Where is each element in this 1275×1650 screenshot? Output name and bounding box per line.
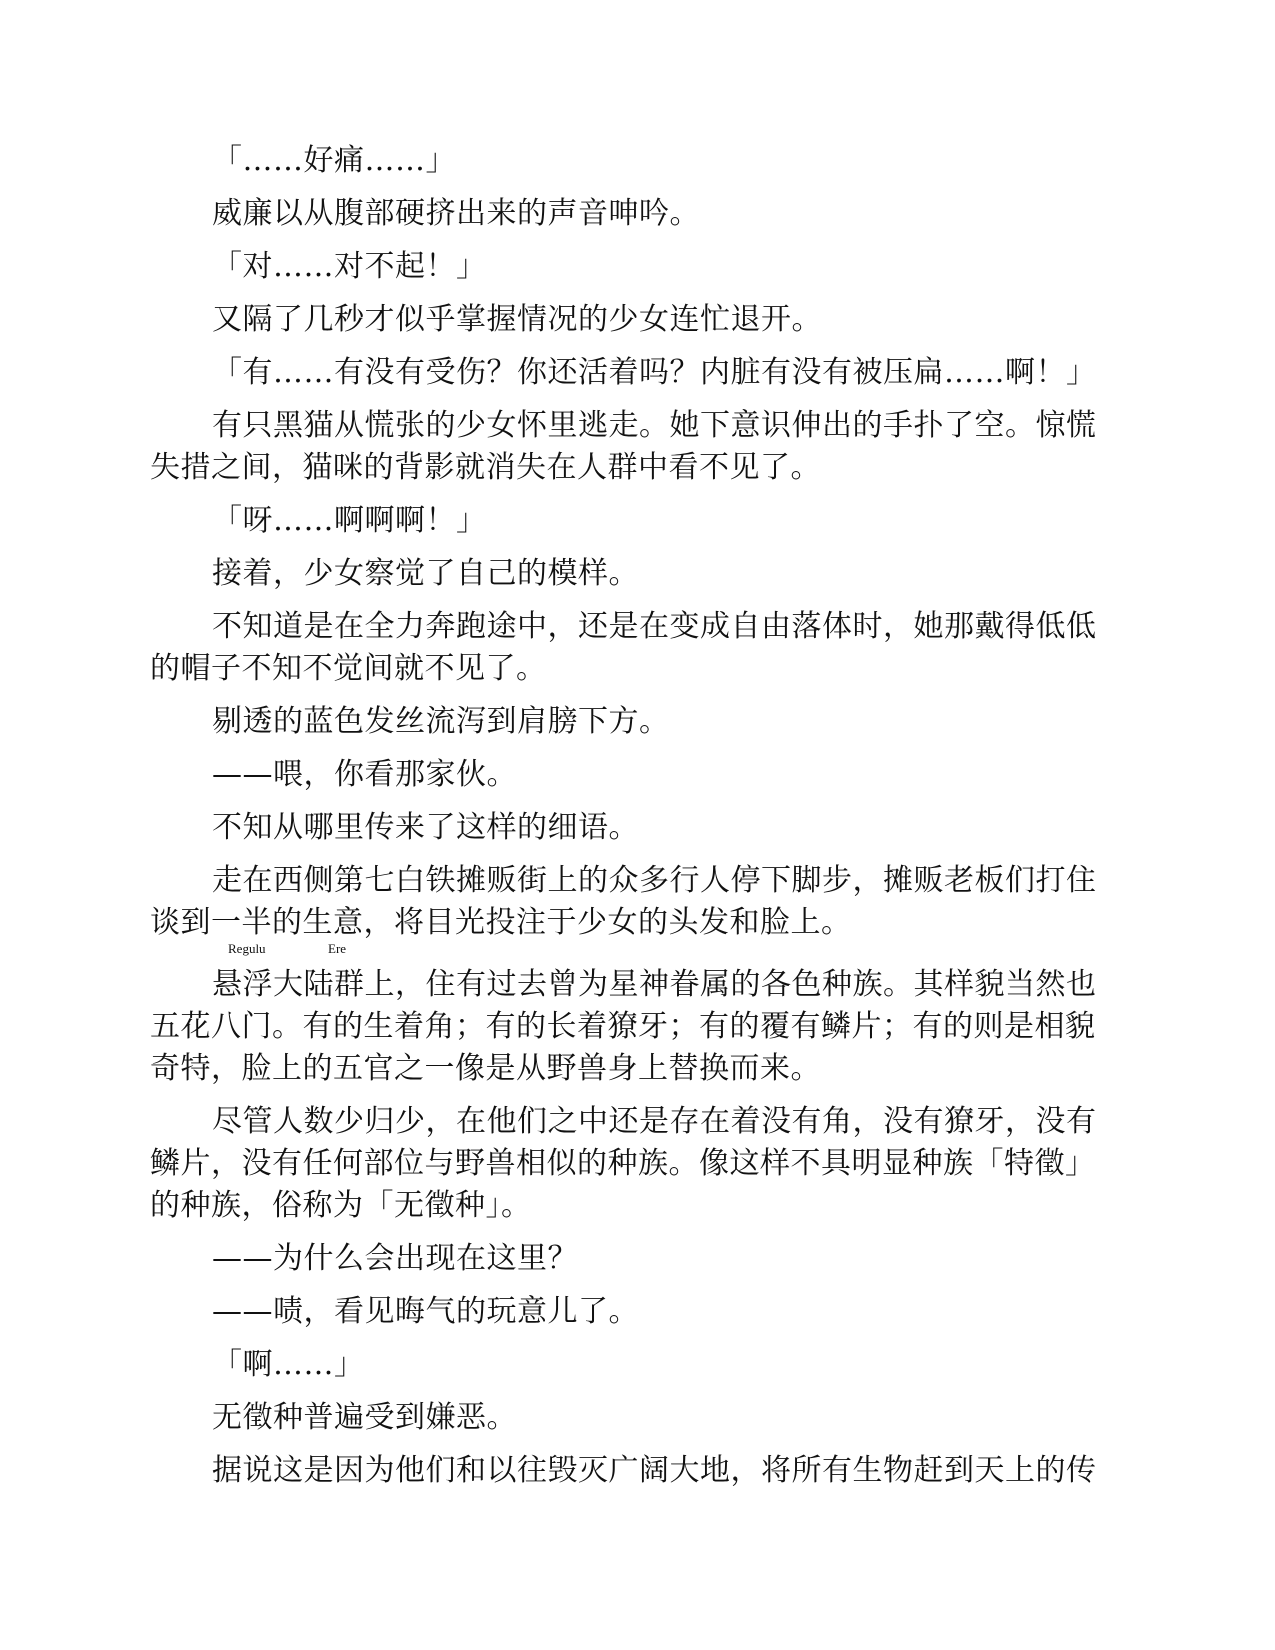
- paragraph: 有只黑猫从慌张的少女怀里逃走。她下意识伸出的手扑了空。惊慌失措之间，猫咪的背影就消失在人群中看不见了。: [150, 408, 1097, 485]
- paragraph: ——啧，看见晦气的玩意儿了。: [212, 1294, 639, 1329]
- paragraph: 不知道是在全力奔跑途中，还是在变成自由落体时，她那戴得低低的帽子不知不觉间就不见了。: [150, 609, 1097, 686]
- paragraph: 剔透的蓝色发丝流泻到肩膀下方。: [212, 704, 670, 739]
- ruby-annotation: Regulu: [228, 941, 266, 956]
- page-text: [150, 140, 1125, 1503]
- paragraph: 「呀……啊啊啊！」: [212, 503, 487, 538]
- paragraph: 悬浮大陆群上，住有过去曾为星神眷属的各色种族。其样貌当然也五花八门。有的生着角；有的长着獠牙；有的覆有鳞片；有的则是相貌奇特，脸上的五官之一像是从野兽身上替换而来。: [150, 967, 1097, 1086]
- paragraph-with-ruby: [150, 941, 1125, 1090]
- paragraph: 不知从哪里传来了这样的细语。: [212, 810, 639, 845]
- paragraph: 「啊……」: [212, 1347, 365, 1382]
- paragraph: 尽管人数少归少，在他们之中还是存在着没有角，没有獠牙，没有鳞片，没有任何部位与野兽相似的种族。像这样不具明显种族「特徵」的种族，俗称为「无徵种」。: [150, 1104, 1097, 1223]
- paragraph: 据说这是因为他们和以往毁灭广阔大地，将所有生物赶到天上的传: [212, 1453, 1097, 1488]
- paragraph: 「对……对不起！」: [212, 249, 487, 284]
- paragraph: 「……好痛……」: [212, 143, 456, 178]
- paragraph: 又隔了几秒才似乎掌握情况的少女连忙退开。: [212, 302, 822, 337]
- paragraph: ——为什么会出现在这里？: [212, 1241, 578, 1276]
- paragraph: 走在西侧第七白铁摊贩街上的众多行人停下脚步，摊贩老板们打住谈到一半的生意，将目光投注于少女的头发和脸上。: [150, 863, 1097, 940]
- paragraph: 无徵种普遍受到嫌恶。: [212, 1400, 517, 1435]
- paragraph: ——喂，你看那家伙。: [212, 757, 517, 792]
- paragraph: 威廉以从腹部硬挤出来的声音呻吟。: [212, 196, 700, 231]
- ruby-annotation: Ere: [328, 941, 347, 956]
- paragraph: 接着，少女察觉了自己的模样。: [212, 556, 639, 591]
- paragraph: 「有……有没有受伤？你还活着吗？内脏有没有被压扁……啊！」: [212, 355, 1097, 390]
